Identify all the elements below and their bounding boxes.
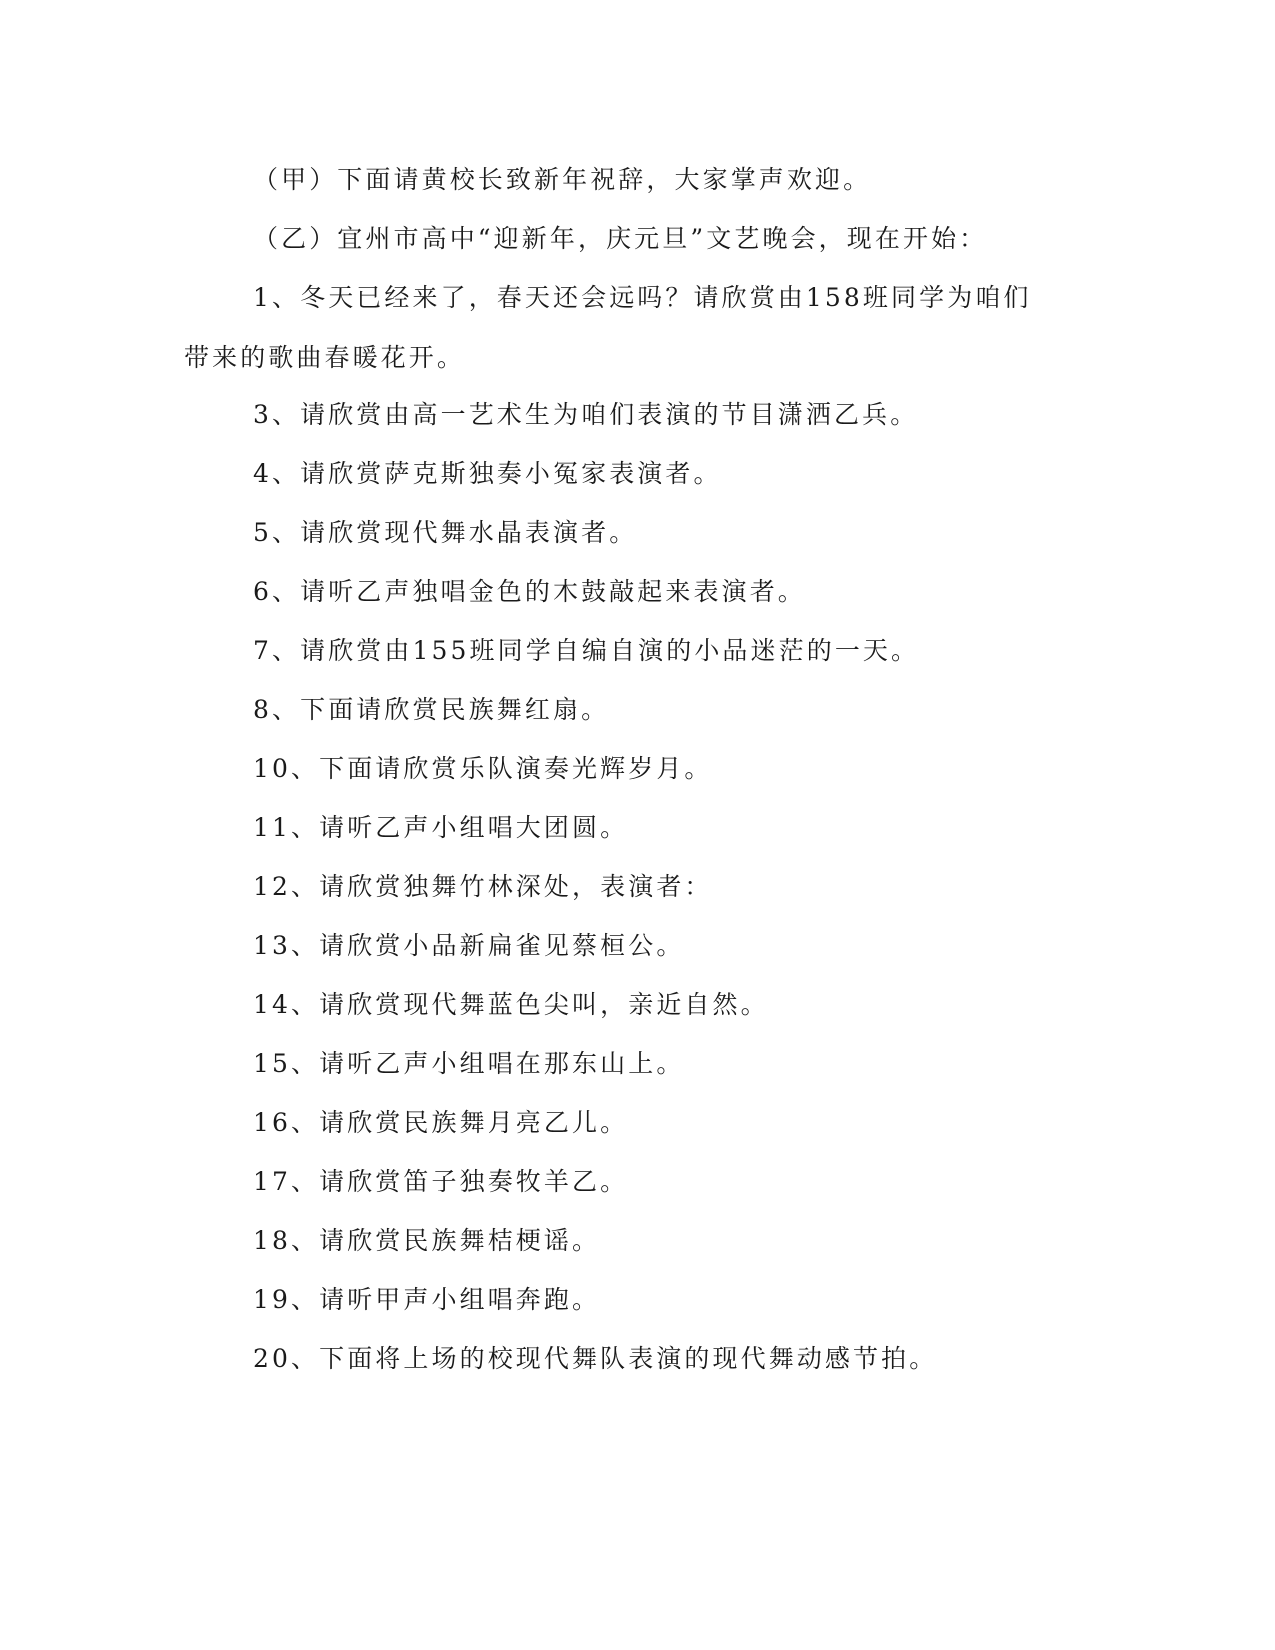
program-item-1: 1、冬天已经来了，春天还会远吗？请欣赏由158班同学为咱们带来的歌曲春暖花开。 [184,283,1032,372]
program-item-20: 20、下面将上场的校现代舞队表演的现代舞动感节拍。 [253,1344,938,1373]
program-item-7: 7、请欣赏由155班同学自编自演的小品迷茫的一天。 [253,636,920,665]
program-item-11: 11、请听乙声小组唱大团圆。 [253,813,629,842]
paragraph-opening-yi: （乙）宜州市高中“迎新年，庆元旦”文艺晚会，现在开始： [253,224,988,253]
program-item-15: 15、请听乙声小组唱在那东山上。 [253,1049,685,1078]
program-item-17: 17、请欣赏笛子独奏牧羊乙。 [253,1167,629,1196]
program-item-16: 16、请欣赏民族舞月亮乙儿。 [253,1108,629,1137]
program-item-3: 3、请欣赏由高一艺术生为咱们表演的节目潇洒乙兵。 [253,400,919,429]
program-item-13: 13、请欣赏小品新扁雀见蔡桓公。 [253,931,685,960]
program-item-18: 18、请欣赏民族舞桔梗谣。 [253,1226,601,1255]
program-item-4: 4、请欣赏萨克斯独奏小冤家表演者。 [253,459,722,488]
program-item-8: 8、下面请欣赏民族舞红扇。 [253,695,610,724]
program-item-6: 6、请听乙声独唱金色的木鼓敲起来表演者。 [253,577,806,606]
program-item-5: 5、请欣赏现代舞水晶表演者。 [253,518,638,547]
paragraph-opening-jia: （甲）下面请黄校长致新年祝辞，大家掌声欢迎。 [253,165,872,194]
program-item-14: 14、请欣赏现代舞蓝色尖叫，亲近自然。 [253,990,769,1019]
program-item-12: 12、请欣赏独舞竹林深处，表演者： [253,872,713,901]
program-item-10: 10、下面请欣赏乐队演奏光辉岁月。 [253,754,713,783]
program-item-19: 19、请听甲声小组唱奔跑。 [253,1285,601,1314]
